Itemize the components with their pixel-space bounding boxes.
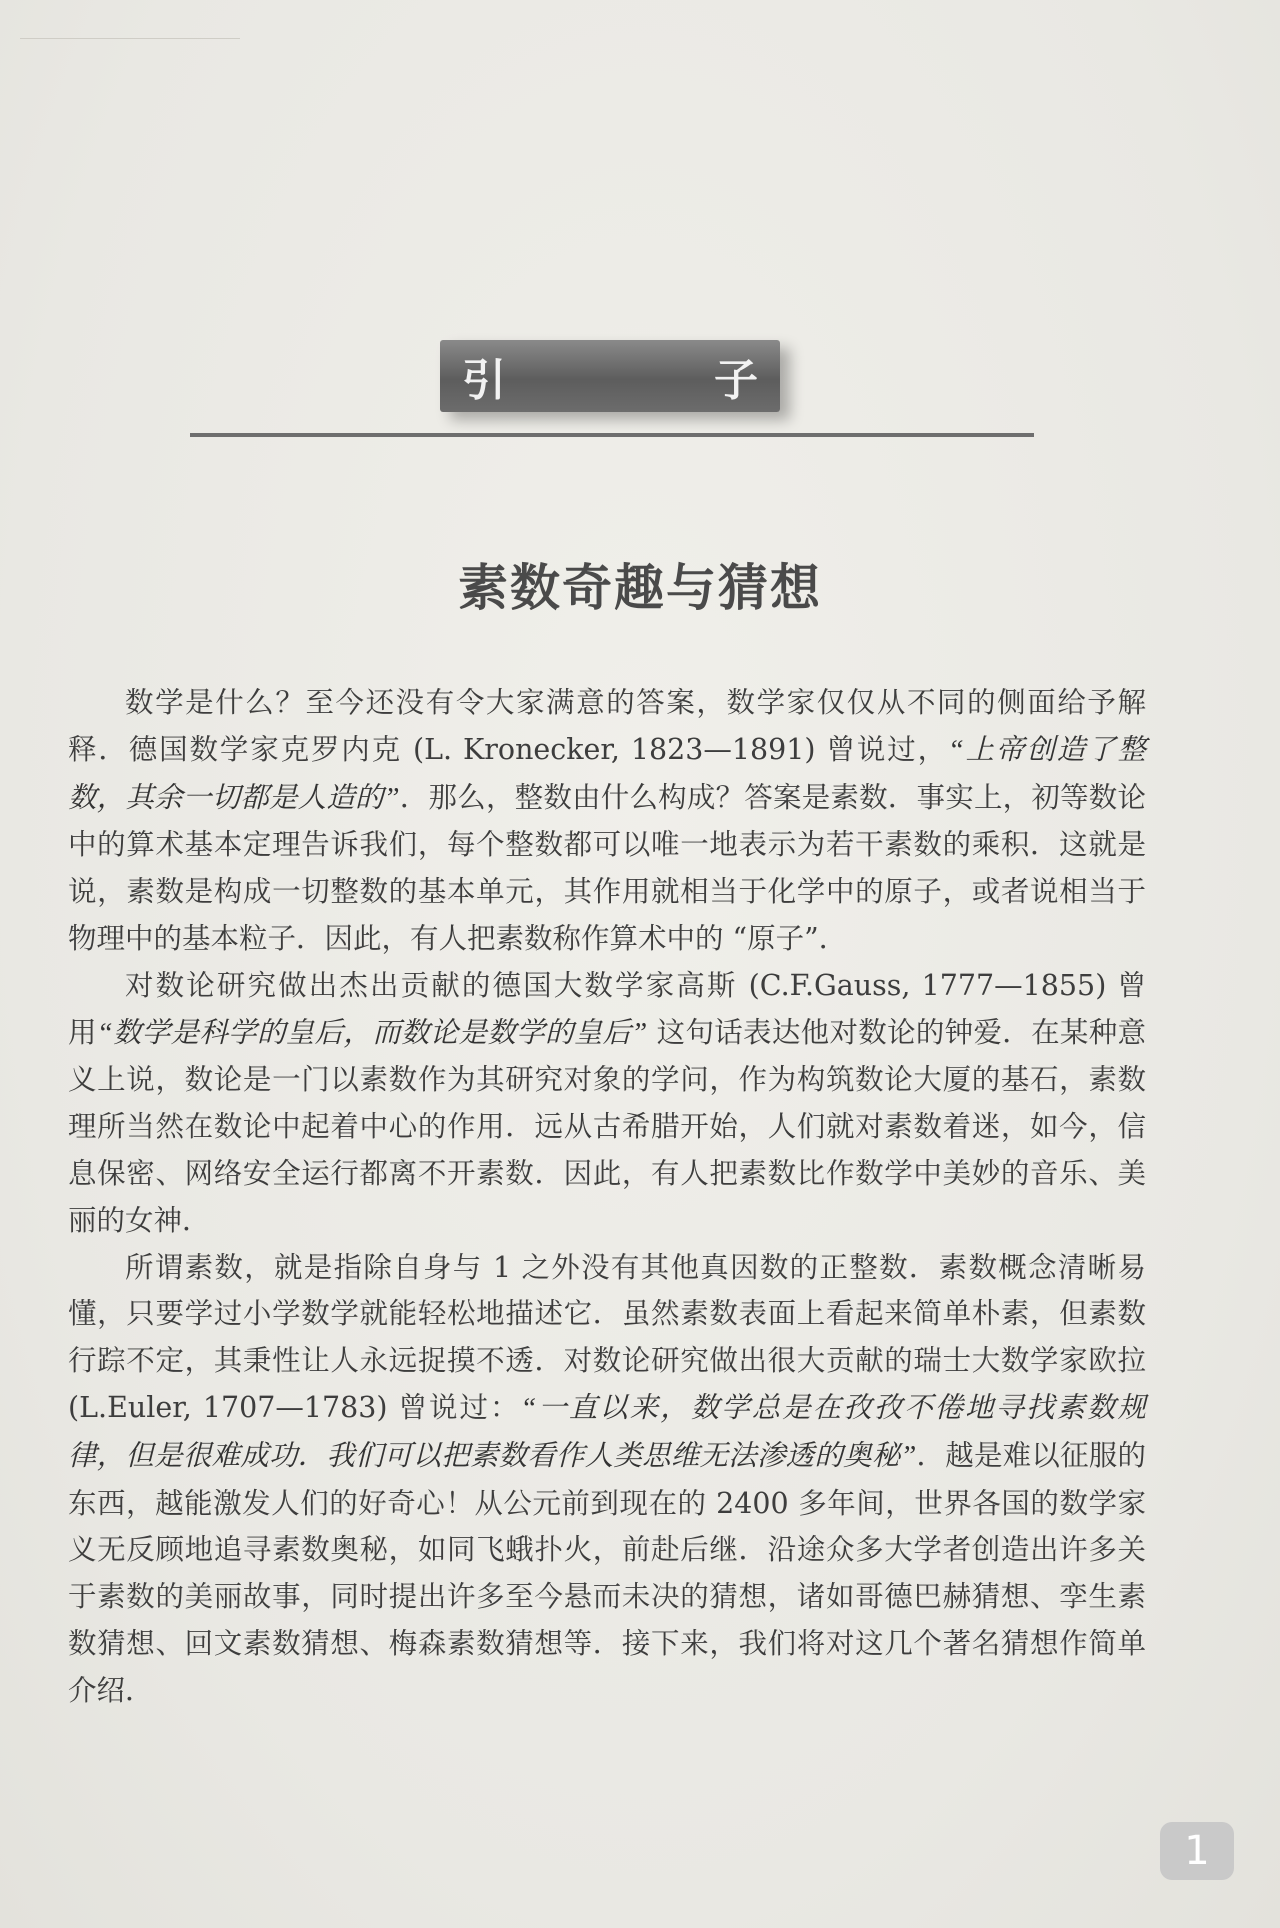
page-number-badge: 1 xyxy=(1160,1822,1234,1880)
chapter-divider xyxy=(190,433,1034,437)
paragraph-2 xyxy=(68,963,1146,1245)
paragraph-1 xyxy=(68,680,1146,963)
gauss-quote: “数学是科学的皇后，而数论是数学的皇后” xyxy=(96,1017,648,1049)
euler-quote: “一直以来，数学总是在孜孜不倦地寻找素数规律，但是很难成功．我们可以把素数看作人类思维无法渗透的奥秘” xyxy=(68,1392,1146,1472)
paragraph-1-text-a: 数学是什么？至今还没有令大家满意的答案，数学家仅仅从不同的侧面给予解释．德国数学家克罗内克 (L. Kronecker, 1823—1891) 曾说过， xyxy=(68,686,1146,766)
paragraph-2-text-a: 对数论研究做出杰出贡献的德国大数学家高斯 (C.F.Gauss, 1777—1855) 曾用 xyxy=(68,968,1146,1049)
chapter-label: 引 子 xyxy=(462,355,840,406)
page-title: 素数奇趣与猜想 xyxy=(458,559,822,617)
paragraph-2-text-b: 这句话表达他对数论的钟爱．在某种意义上说，数论是一门以素数作为其研究对象的学问，作为构筑数论大厦的基石，素数理所当然在数论中起着中心的作用．远从古希腊开始，人们就对素数着迷，如今，信息保密、网络安全运行都离不开素数．因此，有人把素数比作数学中美妙的音乐、美丽的女神． xyxy=(68,1015,1146,1237)
paragraph-3 xyxy=(68,1245,1146,1715)
paragraph-1-text-b: ．那么，整数由什么构成？答案是素数．事实上，初等数论中的算术基本定理告诉我们，每个整数都可以唯一地表示为若干素数的乘积．这就是说，素数是构成一切整数的基本单元，其作用就相当于化学中的原子，或者说相当于物理中的基本粒子．因此，有人把素数称作算术中的 “原子”． xyxy=(68,780,1146,955)
scan-artifact-line xyxy=(20,38,240,39)
kronecker-quote: “上帝创造了整数，其余一切都是人造的” xyxy=(68,734,1146,814)
chapter-tab xyxy=(440,340,840,412)
body-text xyxy=(68,680,1146,1715)
paragraph-3-text-b: ．越是难以征服的东西，越能激发人们的好奇心！从公元前到现在的 2400 多年间，世界各国的数学家义无反顾地追寻素数奥秘，如同飞蛾扑火，前赴后继．沿途众多大学者创造出许多关于素数的美丽故事，同时提出许多至今悬而未决的猜想，诸如哥德巴赫猜想、孪生素数猜想、回文素数猜想、梅森素数猜想等．接下来，我们将对这几个著名猜想作简单介绍． xyxy=(68,1438,1146,1707)
paragraph-3-text-a: 所谓素数，就是指除自身与 1 之外没有其他真因数的正整数．素数概念清晰易懂，只要学过小学数学就能轻松地描述它．虽然素数表面上看起来简单朴素，但素数行踪不定，其秉性让人永远捉摸不透．对数论研究做出很大贡献的瑞士大数学家欧拉 (L.Euler, 1707—1783) 曾说过： xyxy=(68,1250,1146,1424)
